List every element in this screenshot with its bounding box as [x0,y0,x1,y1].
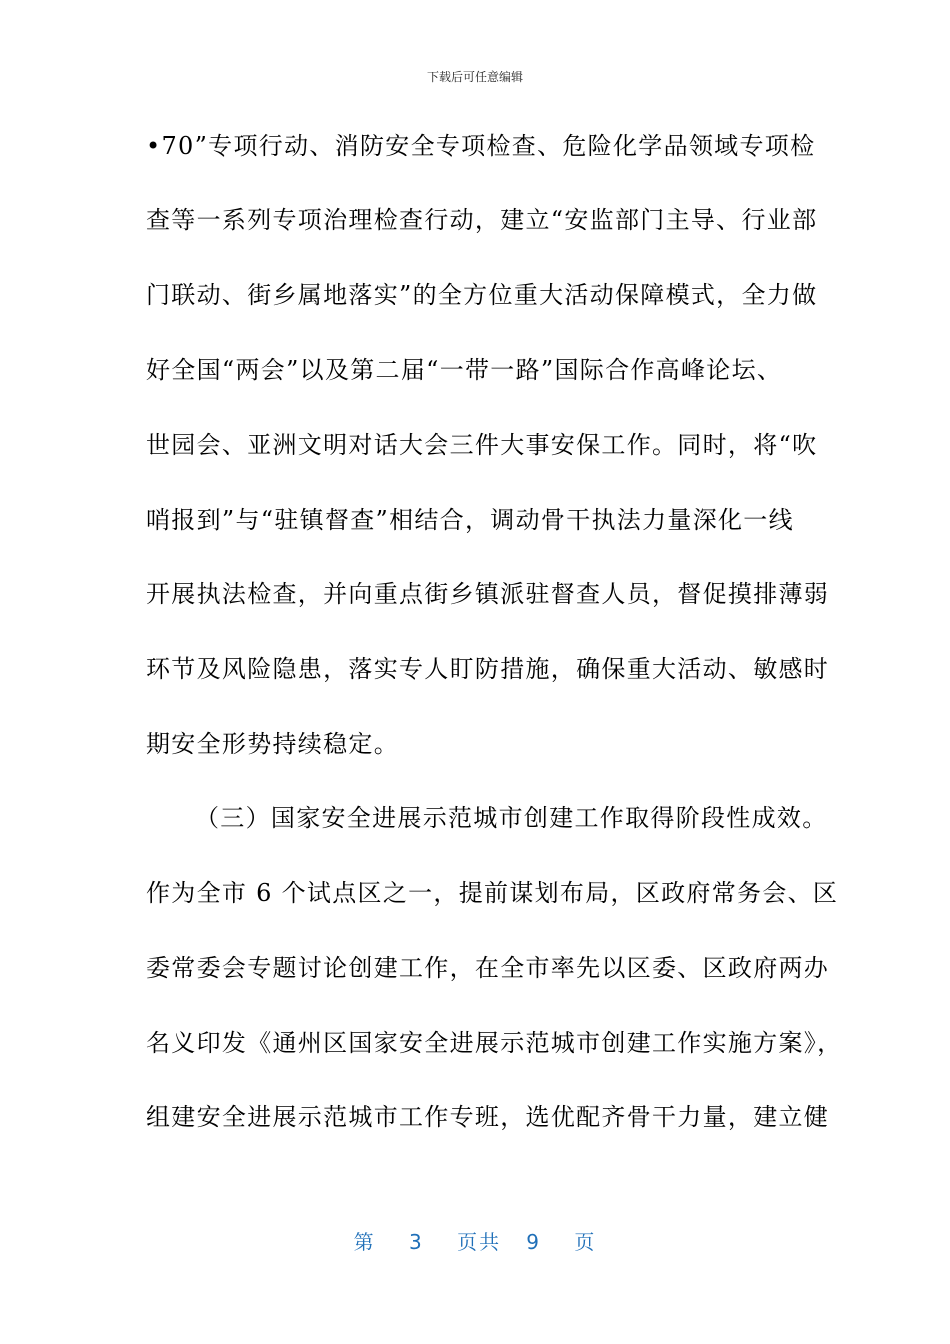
page-number-footer [0,1226,950,1255]
footer-prefix: 第 [353,1230,376,1254]
footer-suffix: 页 [574,1230,597,1254]
paragraph-2-line-3: 委常委会专题讨论创建工作，在全市率先以区委、区政府两办 [146,954,830,982]
paragraph-1-line-3: 门联动、街乡属地落实”的全方位重大活动保障模式，全力做 [146,281,818,309]
download-note: 下载后可任意编辑 [426,70,523,84]
paragraph-1-line-9: 期安全形势持续稳定。 [146,730,399,758]
paragraph-2-line-2: 作为全市 6 个试点区之一，提前谋划布局，区政府常务会、区 [146,879,839,907]
paragraph-1-line-7: 开展执法检查，并向重点街乡镇派驻督查人员，督促摸排薄弱 [146,580,830,608]
total-page-number: 9 [526,1230,541,1254]
paragraph-1-line-5: 世园会、亚洲文明对话大会三件大事安保工作。同时，将“吹 [146,431,818,459]
paragraph-1-line-6: 哨报到”与“驻镇督查”相结合，调动骨干执法力量深化一线 [146,506,794,534]
paragraph-1-line-2: 查等一系列专项治理检查行动，建立“安监部门主导、行业部 [146,206,818,234]
paragraph-1-line-8: 环节及风险隐患，落实专人盯防措施，确保重大活动、敏感时 [146,655,830,683]
current-page-number: 3 [409,1230,424,1254]
section-heading: （三）国家安全进展示范城市创建工作取得阶段性成效。 [195,804,828,832]
paragraph-1-line-4: 好全国“两会”以及第二届“一带一路”国际合作高峰论坛、 [146,356,783,384]
paragraph-2-line-4: 名义印发《通州区国家安全进展示范城市创建工作实施方案》， [146,1029,843,1057]
footer-middle: 页共 [457,1230,502,1254]
paragraph-1-line-1: •70”专项行动、消防安全专项检查、危险化学品领域专项检 [146,132,816,160]
paragraph-2-line-5: 组建安全进展示范城市工作专班，选优配齐骨干力量，建立健 [146,1103,830,1131]
